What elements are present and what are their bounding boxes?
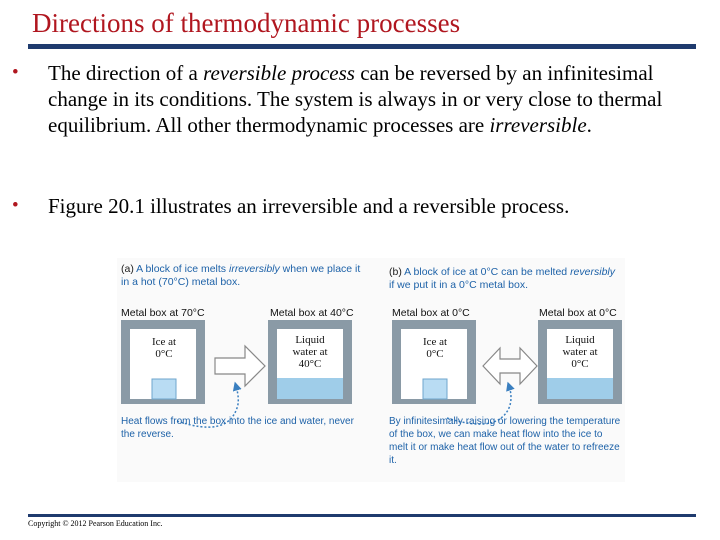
water-layer xyxy=(277,378,343,399)
box-label: Metal box at 0°C xyxy=(392,307,470,319)
slide-title: Directions of thermodynamic processes xyxy=(32,8,461,38)
water-label: Liquid water at 40°C xyxy=(292,334,328,370)
process-arrow xyxy=(215,346,265,386)
bullet-text: The direction of a reversible process can be reversed by an infinitesimal change in its conditions. The system is always in or very close to thermal equilibrium. All other thermodynamic processes are irreversible. xyxy=(48,61,663,137)
box-label: Metal box at 70°C xyxy=(121,307,205,319)
bullet-marker: • xyxy=(12,62,19,83)
note-a: Heat flows from the box into the ice and water, never the reverse. xyxy=(121,416,354,440)
ice-label: Ice at 0°C xyxy=(151,336,177,360)
ice-label: Ice at 0°C xyxy=(422,336,448,360)
box-label: Metal box at 40°C xyxy=(270,307,354,319)
title-divider xyxy=(28,44,696,49)
ice-block xyxy=(423,379,447,399)
ice-block xyxy=(152,379,176,399)
bullet-marker: • xyxy=(12,195,19,216)
reversible-double-arrow xyxy=(483,348,537,384)
footer-divider xyxy=(28,514,696,517)
metal-box-0-left xyxy=(392,320,476,404)
bullet-text: Figure 20.1 illustrates an irreversible and a reversible process. xyxy=(48,194,570,218)
note-b: By infinitesimally raising or lowering the temperature of the box, we can make heat flow into the ice to melt it or make heat flow out of the water to refreeze it. xyxy=(389,416,621,466)
bullet-item xyxy=(12,193,702,219)
copyright-notice: Copyright © 2012 Pearson Education Inc. xyxy=(28,519,163,528)
caption-b: (b) A block of ice at 0°C can be melted reversibly if we put it in a 0°C metal box. xyxy=(389,266,615,291)
box-label: Metal box at 0°C xyxy=(539,307,617,319)
figure-20-1 xyxy=(117,258,625,482)
metal-box-70 xyxy=(121,320,205,404)
water-layer xyxy=(547,378,613,399)
water-label: Liquid water at 0°C xyxy=(562,334,598,370)
caption-a: (a) A block of ice melts irreversibly when we place it in a hot (70°C) metal box. xyxy=(121,263,361,288)
bullet-item xyxy=(12,60,702,138)
